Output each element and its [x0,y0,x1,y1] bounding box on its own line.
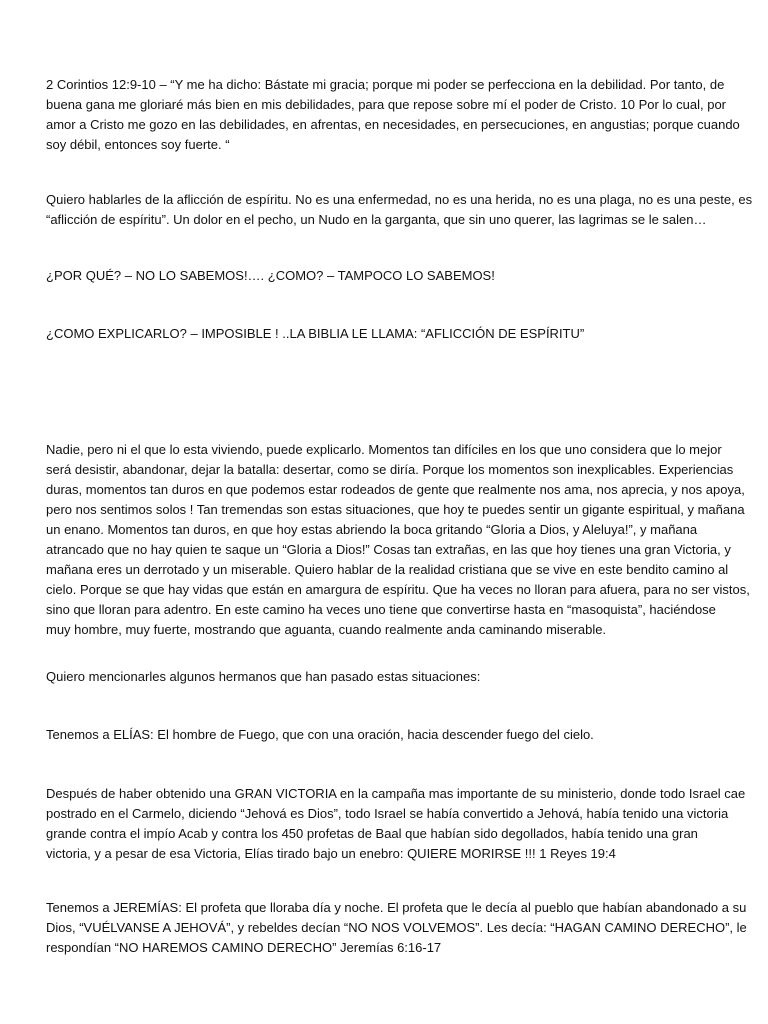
text-line: Tenemos a JEREMÍAS: El profeta que lloraba día y noche. El profeta que le decía al pueblo que habían abandonado a su [46,900,747,915]
text-line: ¿COMO EXPLICARLO? – IMPOSIBLE ! ..LA BIBLIA LE LLAMA: “AFLICCIÓN DE ESPÍRITU” [46,326,585,341]
text-line: “aflicción de espíritu”. Un dolor en el pecho, un Nudo en la garganta, que sin uno querer, las lagrimas se le salen… [46,212,707,227]
text-line: muy hombre, muy fuerte, mostrando que aguanta, cuando realmente anda caminando miserable. [46,622,607,637]
text-line: Quiero hablarles de la aflicción de espíritu. No es una enfermedad, no es una herida, no es una plaga, no es una peste, es [46,192,753,207]
text-line: ¿POR QUÉ? – NO LO SABEMOS!…. ¿COMO? – TAMPOCO LO SABEMOS! [46,268,495,283]
text-line: grande contra el impío Acab y contra los 450 profetas de Baal que habían sido degollados, había tenido una gran [46,826,698,841]
text-line: Después de haber obtenido una GRAN VICTORIA en la campaña mas importante de su ministerio, donde todo Israel cae [46,786,746,801]
text-line: sino que lloran para adentro. En este camino ha veces uno tiene que convertirse hasta en “masoquista”, haciéndose [46,602,716,617]
paragraph-question-why [46,266,722,286]
text-line: Nadie, pero ni el que lo esta viviendo, puede explicarlo. Momentos tan difíciles en los que uno considera que lo mejor [46,442,722,457]
paragraph-brothers-intro [46,667,722,687]
paragraph-elias-heading [46,725,722,745]
paragraph-elias-story [46,784,746,864]
paragraph-explanation [46,440,750,640]
paragraph-intro [46,190,753,230]
text-line: será desistir, abandonar, dejar la batalla: desertar, como se diría. Porque los momentos son inexplicables. Experiencias [46,462,734,477]
text-line: pero nos sentimos solos ! Tan tremendas son estas situaciones, que hoy te puedes sentir un gigante espiritual, y mañana [46,502,745,517]
paragraph-jeremias [46,898,747,958]
paragraph-scripture-quote [46,75,740,155]
text-line: 2 Corintios 12:9-10 – “Y me ha dicho: Bástate mi gracia; porque mi poder se perfecciona en la debilidad. Por tanto, de [46,77,725,92]
text-line: mañana eres un derrotado y un miserable. Quiero hablar de la realidad cristiana que se vive en este bendito camino al [46,562,729,577]
text-line: victoria, y a pesar de esa Victoria, Elías tirado bajo un enebro: QUIERE MORIRSE !!! 1 Reyes 19:4 [46,846,616,861]
text-line: buena gana me gloriaré más bien en mis debilidades, para que repose sobre mí el poder de Cristo. 10 Por lo cual, por [46,97,727,112]
text-line: amor a Cristo me gozo en las debilidades, en afrentas, en necesidades, en persecuciones, en angustias; porque cuando [46,117,740,132]
text-line: cielo. Porque se que hay vidas que están en amargura de espíritu. Que ha veces no lloran para afuera, para no ser vistos, [46,582,750,597]
paragraph-question-how [46,324,722,344]
text-line: duras, momentos tan duros en que podemos estar rodeados de gente que realmente nos ama, nos aprecia, y nos apoya, [46,482,745,497]
text-line: Quiero mencionarles algunos hermanos que han pasado estas situaciones: [46,669,481,684]
text-line: respondían “NO HAREMOS CAMINO DERECHO” Jeremías 6:16-17 [46,940,442,955]
text-line: un enano. Momentos tan duros, en que hoy estas abriendo la boca gritando “Gloria a Dios, y Aleluya!”, y mañana [46,522,698,537]
text-line: postrado en el Carmelo, diciendo “Jehová es Dios”, todo Israel se había convertido a Jehová, había tenido una victoria [46,806,729,821]
text-line: Tenemos a ELÍAS: El hombre de Fuego, que con una oración, hacia descender fuego del cielo. [46,727,594,742]
text-line: Dios, “VUÉLVANSE A JEHOVÁ”, y rebeldes decían “NO NOS VOLVEMOS”. Les decía: “HAGAN CAMINO DERECHO”, le [46,920,747,935]
text-line: soy débil, entonces soy fuerte. “ [46,137,230,152]
text-line: atrancado que no hay quien te saque un “Gloria a Dios!” Cosas tan extrañas, en las que hoy tienes una gran Victoria, y [46,542,731,557]
